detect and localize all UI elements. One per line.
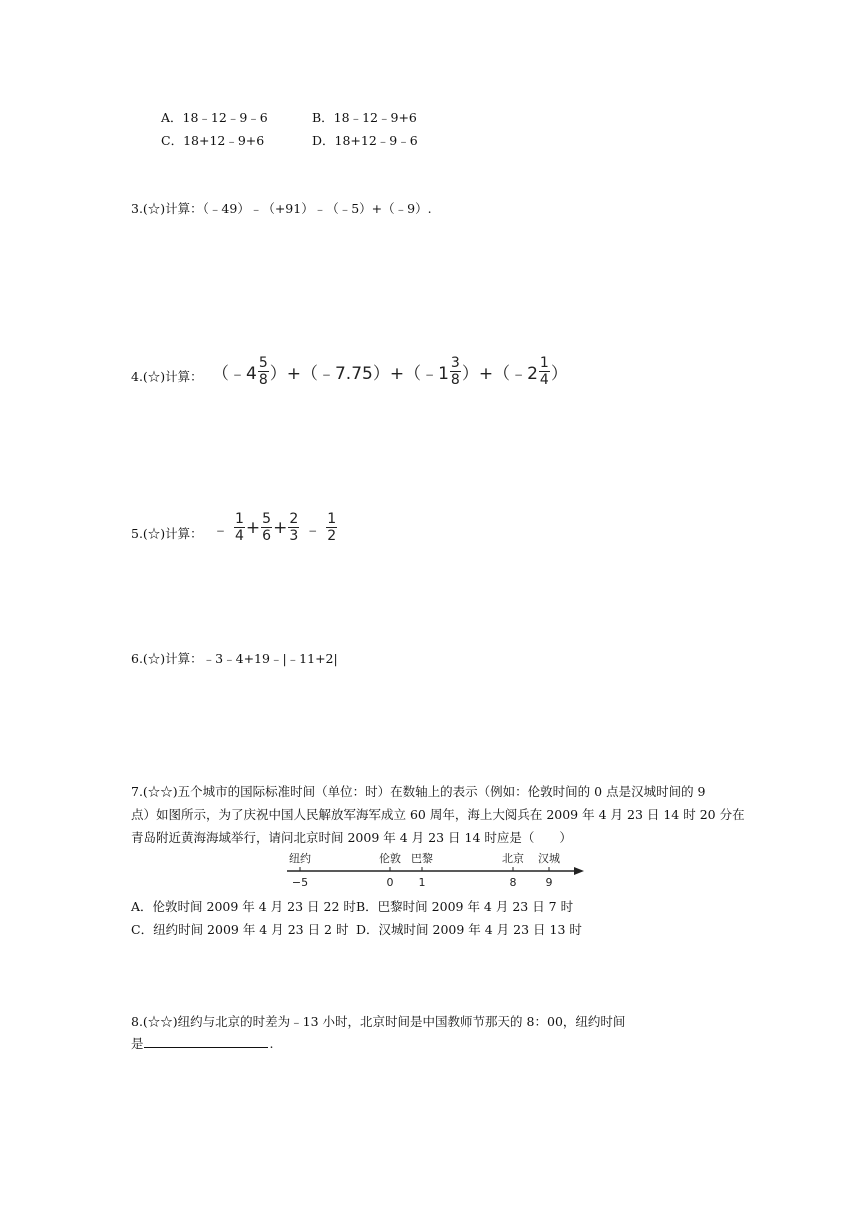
question-5-label: 5.(☆)计算： <box>131 526 203 541</box>
city-seoul: 汉城 <box>538 852 560 865</box>
q4-fraction-2 <box>450 356 461 387</box>
question-7-line-2: 点）如图所示，为了庆祝中国人民解放军海军成立 60 周年，海上大阅兵在 2009 年 4 月 23 日 14 时 20 分在 <box>131 807 745 822</box>
question-3: 3.(☆)计算：（﹣49）﹣（+91）﹣（﹣5）+（﹣9）. <box>131 201 432 216</box>
question-7-option-b: B．巴黎时间 2009 年 4 月 23 日 7 时 <box>356 899 574 914</box>
q5-f2-num: 5 <box>262 511 272 527</box>
question-8-suffix: . <box>269 1036 274 1051</box>
question-8-prefix: 是 <box>131 1036 144 1051</box>
q5-fraction-1 <box>234 512 245 543</box>
q4-fraction-1 <box>258 356 269 387</box>
question-4-label: 4.(☆)计算： <box>131 369 203 384</box>
q4-f2-num: 3 <box>450 355 460 371</box>
q5-f1-num: 1 <box>235 511 244 527</box>
q4-part3: ）+（﹣2 <box>461 364 538 384</box>
value-paris: 1 <box>418 876 426 889</box>
question-7-line-1: 7.(☆☆)五个城市的国际标准时间（单位：时）在数轴上的表示（例如：伦敦时间的 0 点是汉城时间的 9 <box>131 784 706 799</box>
q5-f3-num: 2 <box>289 511 299 527</box>
q4-f1-den: 8 <box>258 372 268 388</box>
q5-f1-den: 4 <box>235 528 244 544</box>
time-zone-number-line <box>281 848 591 890</box>
q5-f4-den: 2 <box>327 528 337 544</box>
q5-f3-den: 3 <box>289 528 299 544</box>
value-newyork: −5 <box>291 876 309 889</box>
question-7-line-3: 青岛附近黄海海域举行，请问北京时间 2009 年 4 月 23 日 14 时应是（ ） <box>131 830 572 845</box>
number-line-arrow <box>574 867 584 875</box>
value-london: 0 <box>386 876 394 889</box>
answer-blank[interactable] <box>144 1035 268 1048</box>
q2-option-c: C．18+12﹣9+6 <box>161 133 265 148</box>
q2-option-b: B．18﹣12﹣9+6 <box>312 110 417 125</box>
q4-f3-num: 1 <box>539 355 549 371</box>
q5-f2-den: 6 <box>262 528 272 544</box>
q4-close: ） <box>550 364 568 384</box>
q2-option-d: D．18+12﹣9﹣6 <box>312 133 418 148</box>
question-8-line-1: 8.(☆☆)纽约与北京的时差为﹣13 小时，北京时间是中国教师节那天的 8：00，纽约时间 <box>131 1014 626 1029</box>
q5-fraction-4 <box>326 512 337 543</box>
value-beijing: 8 <box>509 876 517 889</box>
q4-open1: （﹣4 <box>212 364 257 384</box>
q5-sign-1: ﹣ <box>212 520 229 540</box>
city-paris: 巴黎 <box>411 852 433 865</box>
question-6: 6.(☆)计算：﹣3﹣4+19﹣|﹣11+2| <box>131 651 338 666</box>
city-london: 伦敦 <box>379 852 401 865</box>
q2-option-a: A．18﹣12﹣9﹣6 <box>161 110 268 125</box>
q5-sign-4: ﹣ <box>304 520 322 540</box>
q5-fraction-3 <box>288 512 299 543</box>
question-4-formula <box>212 356 568 387</box>
q4-f1-num: 5 <box>258 355 268 371</box>
value-seoul: 9 <box>545 876 553 889</box>
q5-sign-2: + <box>245 517 261 538</box>
question-7-option-c: C．纽约时间 2009 年 4 月 23 日 2 时 <box>131 922 349 937</box>
city-newyork: 纽约 <box>289 852 311 865</box>
question-8-line-2 <box>131 1034 274 1052</box>
q5-fraction-2 <box>261 512 272 543</box>
q4-f3-den: 4 <box>539 372 549 388</box>
q4-fraction-3 <box>539 356 550 387</box>
q4-part2: ）+（﹣7.75）+（﹣1 <box>269 364 449 384</box>
question-5-formula <box>208 512 338 543</box>
q5-sign-3: + <box>273 517 288 538</box>
question-7-option-d: D．汉城时间 2009 年 4 月 23 日 13 时 <box>356 922 582 937</box>
city-beijing: 北京 <box>502 852 524 865</box>
q4-f2-den: 8 <box>450 372 460 388</box>
question-7-option-a: A．伦敦时间 2009 年 4 月 23 日 22 时 <box>131 899 356 914</box>
q5-f4-num: 1 <box>327 511 337 527</box>
